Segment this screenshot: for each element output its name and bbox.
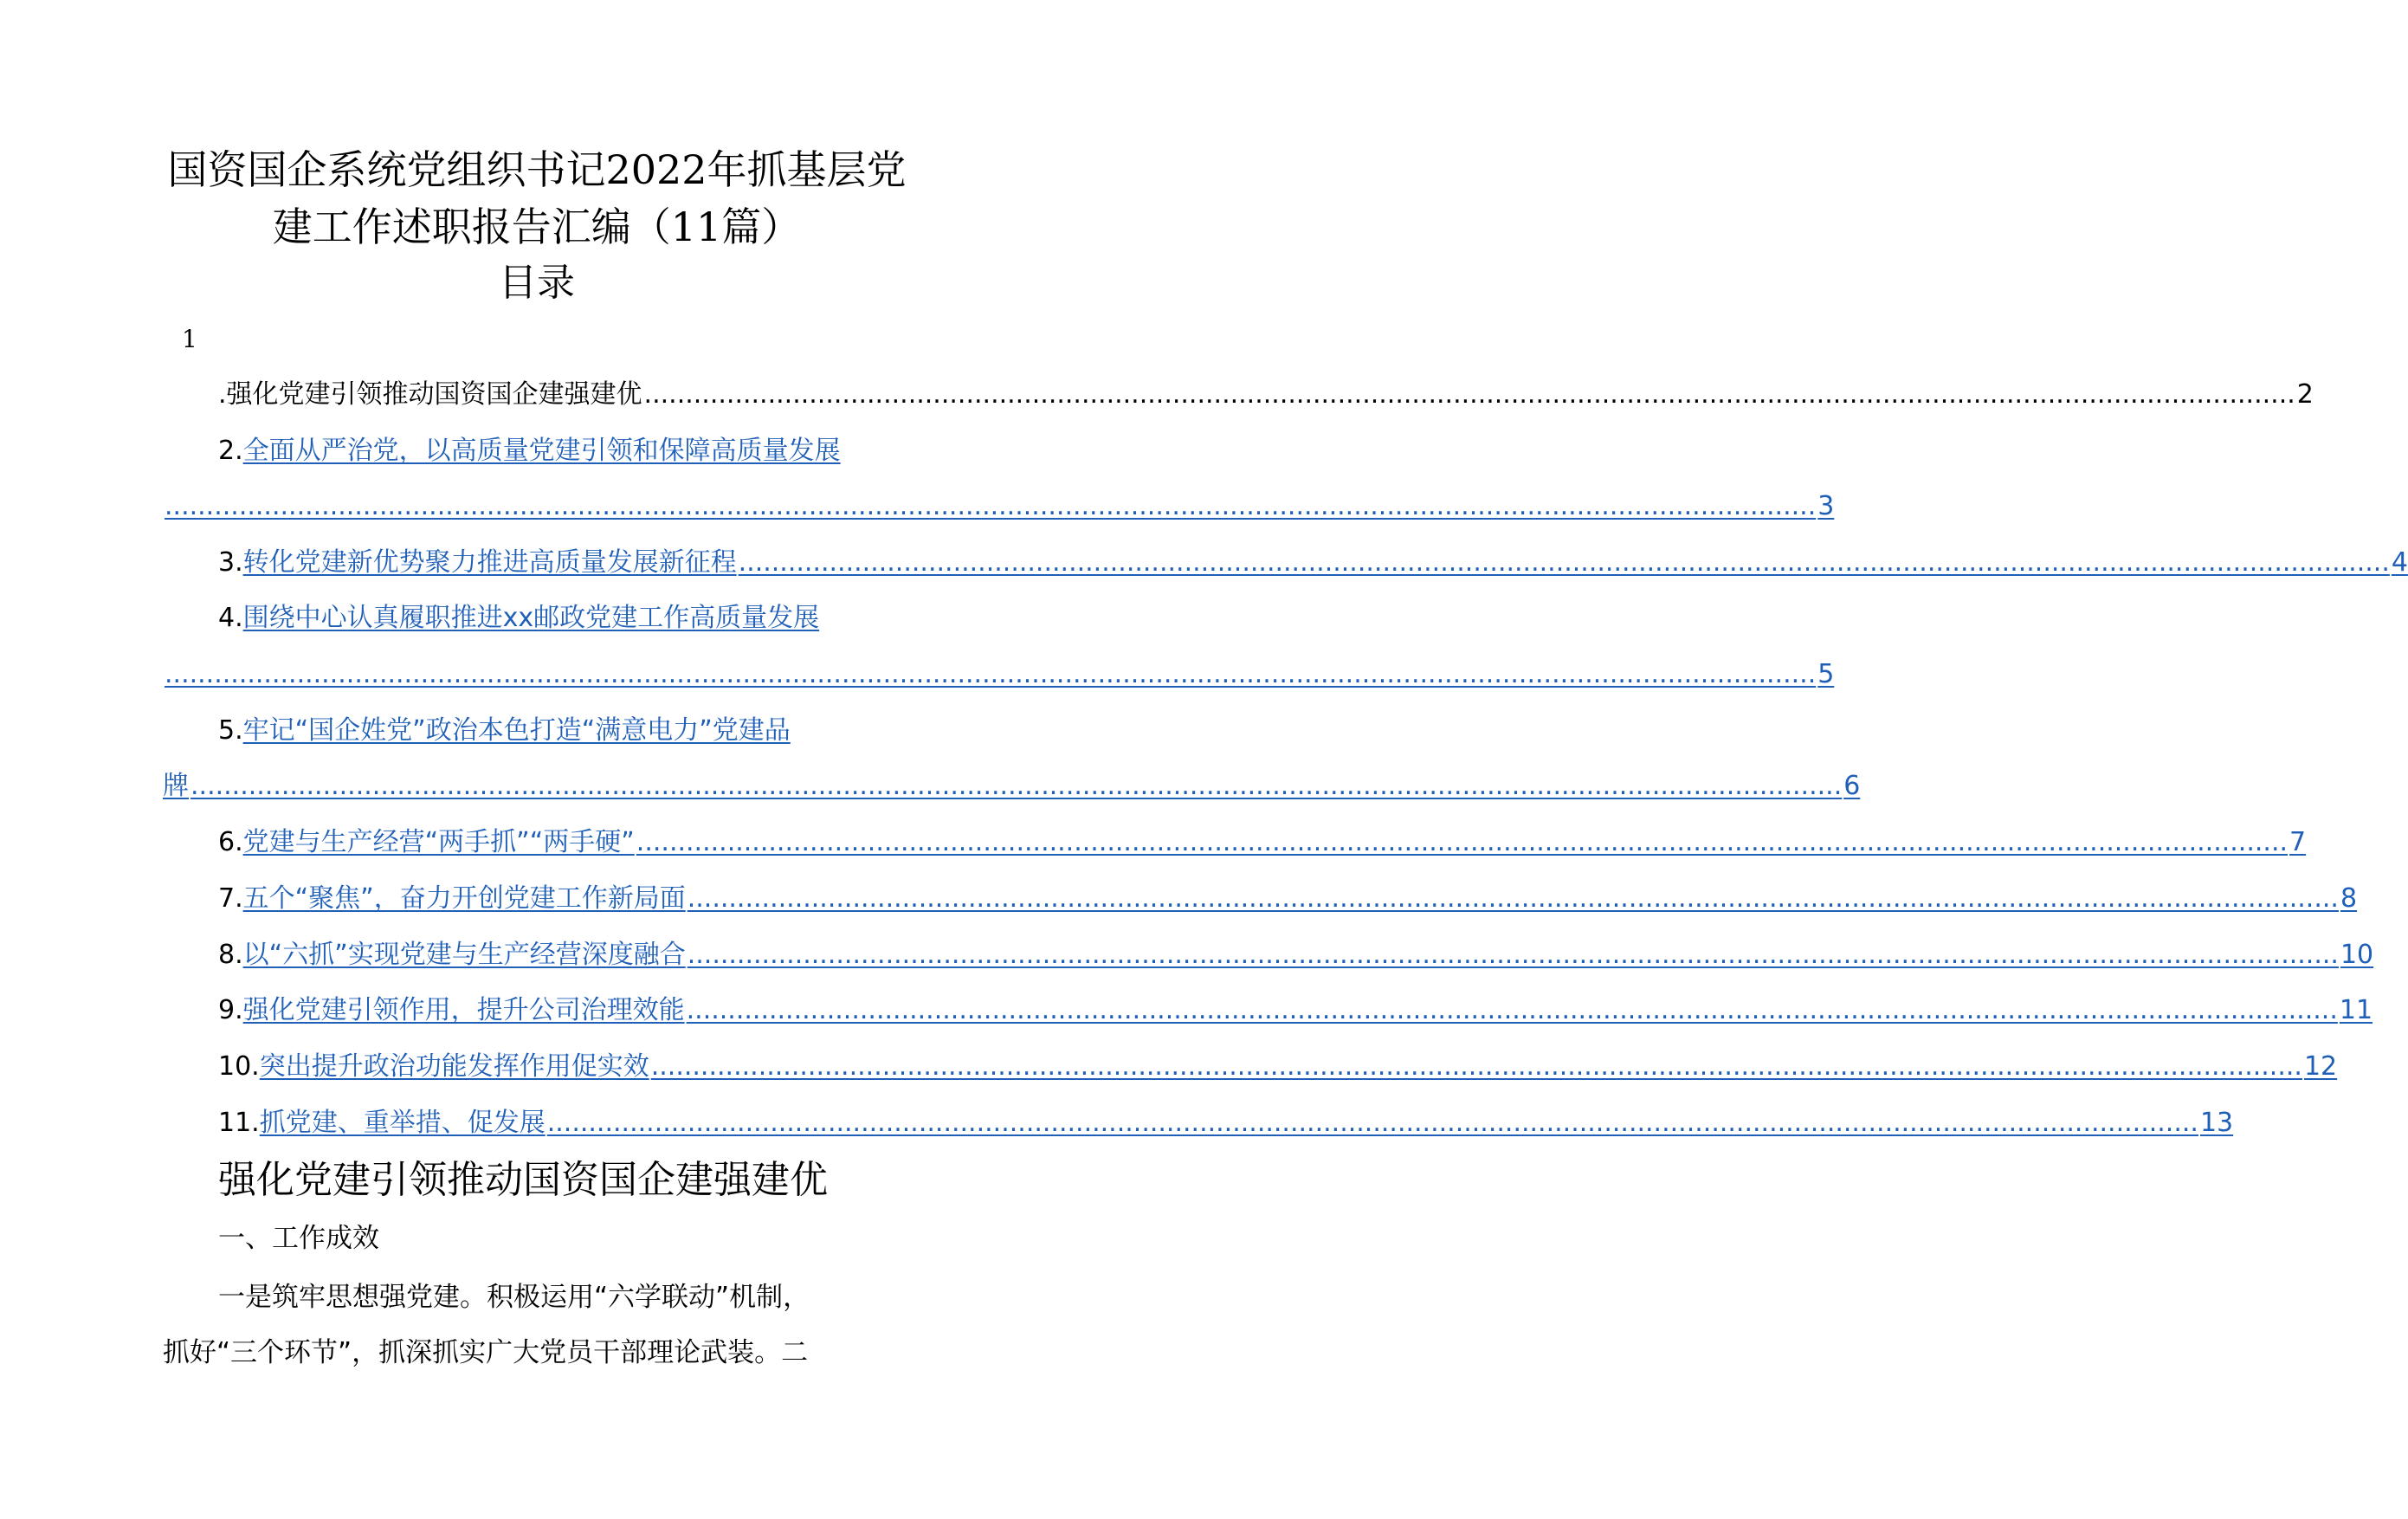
- toc-entry[interactable]: [163, 1102, 2234, 1141]
- title-text: 篇）: [721, 204, 802, 250]
- toc-entry-title: 强化党建引领作用，提升公司治理效能: [242, 995, 685, 1025]
- toc-entry-number: 6.: [218, 827, 243, 857]
- toc-entry-title: .强化党建引领推动国资国企建强建优: [218, 379, 642, 410]
- toc-entry[interactable]: [163, 1046, 2338, 1084]
- paragraph-line: 抓好“三个环节”，抓深抓实广大党员干部理论武装。二: [163, 1337, 809, 1368]
- title-text: 国资国企系统党组织书记: [167, 146, 606, 193]
- toc-entry[interactable]: [163, 598, 913, 636]
- toc-entry-title: 抓党建、重举措、促发展: [259, 1108, 546, 1138]
- section-heading: 强化党建引领推动国资国企建强建优: [218, 1158, 828, 1202]
- toc-entry-title: 牢记“国企姓党”政治本色打造“满意电力”党建品: [242, 715, 791, 746]
- toc-link[interactable]: [243, 434, 913, 469]
- toc-entry-number: 4.: [218, 603, 243, 633]
- toc-entry-title: 突出提升政治功能发挥作用促实效: [259, 1051, 649, 1082]
- toc-entry-title: 全面从严治党，以高质量党建引领和保障高质量发展: [242, 436, 841, 466]
- toc-entry[interactable]: [163, 710, 913, 748]
- toc-dot-leader: ........................................................................................................................................................................................................: [738, 547, 2390, 578]
- toc-entry[interactable]: [163, 766, 1861, 804]
- toc-entry[interactable]: [163, 878, 2358, 916]
- toc-page-number: 6: [1843, 771, 1861, 801]
- toc-entry-number: 7.: [218, 883, 243, 914]
- toc-entry-number: 10.: [218, 1051, 260, 1082]
- paragraph-line: 一是筑牢思想强党建。积极运用“六学联动”机制，: [218, 1282, 810, 1313]
- toc-entry[interactable]: [163, 542, 2408, 580]
- toc-entry-number: 8.: [218, 940, 243, 970]
- toc-link[interactable]: [243, 825, 2307, 860]
- toc-dot-leader: ........................................................................................................................................................................................................: [687, 940, 2339, 970]
- toc-entry-number: 3.: [218, 547, 243, 578]
- toc-link[interactable]: [243, 938, 2374, 973]
- toc-page-number: 10: [2340, 940, 2374, 970]
- toc-dot-leader: ........................................................................................................................................................................................................: [190, 771, 1843, 801]
- toc-entry-title: 牌: [163, 771, 189, 801]
- title-text: 建工作述职报告汇编（: [272, 204, 671, 250]
- document-title-line-1: [0, 144, 1074, 196]
- toc-page-number: 2: [2296, 379, 2314, 410]
- toc-dot-leader: ........................................................................................................................................................................................................: [165, 659, 1817, 689]
- toc-entry-title: 党建与生产经营“两手抓”“两手硬”: [242, 827, 635, 857]
- toc-entry-title: 五个“聚焦”，奋力开创党建工作新局面: [242, 883, 686, 914]
- toc-marker: 1: [182, 325, 197, 353]
- toc-dot-leader: ........................................................................................................................................................................................................: [686, 995, 2338, 1025]
- toc-entry-number: 5.: [218, 715, 243, 746]
- title-count: 11: [670, 204, 722, 250]
- title-year: 2022: [605, 146, 707, 193]
- section-subheading: 一、工作成效: [218, 1223, 379, 1254]
- toc-page-number: 7: [2289, 827, 2307, 857]
- toc-entry[interactable]: [163, 934, 2374, 973]
- toc-dot-leader: ........................................................................................................................................................................................................: [643, 379, 2295, 410]
- toc-link[interactable]: [243, 546, 2408, 580]
- toc-dot-leader: ........................................................................................................................................................................................................: [636, 827, 2289, 857]
- toc-dot-leader: ........................................................................................................................................................................................................: [687, 883, 2339, 914]
- toc-dot-leader: ........................................................................................................................................................................................................: [650, 1051, 2302, 1082]
- toc-entry-title: 转化党建新优势聚力推进高质量发展新征程: [242, 547, 737, 578]
- toc-link[interactable]: [260, 1106, 2233, 1141]
- toc-link[interactable]: [243, 601, 913, 636]
- toc-entry-title: 以“六抓”实现党建与生产经营深度融合: [242, 940, 686, 970]
- toc-link[interactable]: [163, 657, 1834, 692]
- toc-entry[interactable]: [163, 990, 2373, 1028]
- toc-text: [218, 378, 2314, 412]
- toc-link[interactable]: [243, 882, 2357, 916]
- toc-entry[interactable]: [163, 654, 1835, 692]
- toc-entry-number: 11.: [218, 1108, 260, 1138]
- toc-page-number: 5: [1817, 659, 1835, 689]
- toc-dot-leader: ........................................................................................................................................................................................................: [546, 1108, 2198, 1138]
- toc-page-number: 8: [2340, 883, 2358, 914]
- toc-link[interactable]: [260, 1050, 2337, 1084]
- toc-entry: [163, 374, 2314, 412]
- toc-entry[interactable]: [163, 822, 2307, 860]
- title-text: 年抓基层党: [707, 146, 907, 193]
- toc-page-number: 12: [2303, 1051, 2338, 1082]
- toc-entry-number: 2.: [218, 436, 243, 466]
- toc-entry-title: 围绕中心认真履职推进xx邮政党建工作高质量发展: [242, 603, 820, 633]
- toc-page-number: 13: [2199, 1108, 2234, 1138]
- toc-entry[interactable]: [163, 430, 913, 469]
- toc-link[interactable]: [243, 714, 913, 748]
- document-title-line-2: [0, 201, 1074, 253]
- toc-page-number: 11: [2339, 995, 2373, 1025]
- toc-dot-leader: ........................................................................................................................................................................................................: [165, 491, 1817, 521]
- toc-entry-number: 9.: [218, 995, 243, 1025]
- toc-link[interactable]: [243, 993, 2372, 1028]
- toc-page-number: 3: [1817, 491, 1835, 521]
- toc-link[interactable]: [163, 489, 1834, 524]
- toc-heading: 目录: [499, 261, 575, 305]
- toc-link[interactable]: [163, 769, 1860, 804]
- toc-entry[interactable]: [163, 486, 1835, 524]
- toc-page-number: 4: [2391, 547, 2408, 578]
